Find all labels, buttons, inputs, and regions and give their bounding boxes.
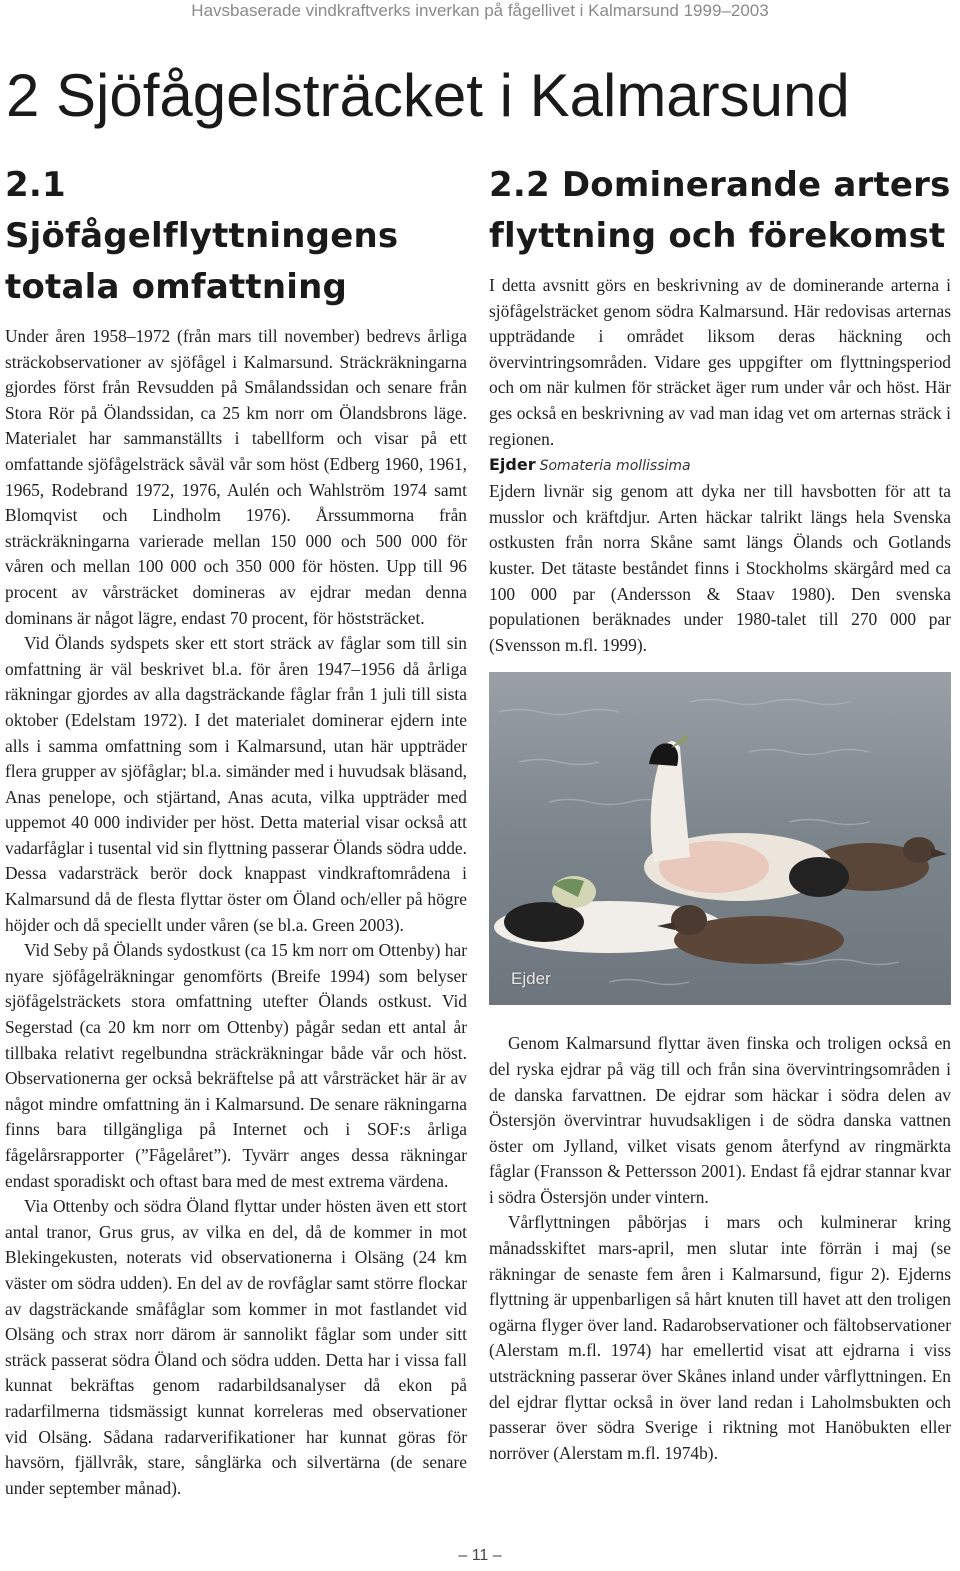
body-paragraph: Vid Seby på Ölands sydostkust (ca 15 km norr om Ottenby) har nyare sjöfågelräkningar genomförts (Breife 1994) som belyser sjöfågelsträckets stora omfattning utefter Ölands ostkust. Vid Segerstad (ca 20 km norr om Ottenby) pågår sedan ett antal år tillbaka relativt regelbundna sträckräkningar både vår och höst. Observationerna ger också bekräftelse på att vårsträcket här är av något mindre omfattning än i Kalmarsund. De senare räkningarna finns bara tillgängliga på Internet och i SOF:s årliga fågelårsrapporter (”Fågelåret”). Tyvärr anges dessa räkningar endast sporadiskt och oftast bara med de mest extrema värdena. (5, 940, 467, 1191)
section-heading-2-2: 2.2 Dominerande arters flyttning och förekomst (489, 165, 951, 256)
eider-photo (489, 672, 951, 1005)
species-latin-name: Somateria mollissima (539, 458, 691, 475)
section-intro: I detta avsnitt görs en beskrivning av de dominerande arterna i sjöfågelsträcket genom södra Kalmarsund. Här redovisas arternas uppträdande i området liksom deras häckning och övervintringsområden. Vidare ges uppgifter om flyttningsperiod och om när kulmen för sträcket äger rum under vår och höst. Här ges också en beskrivning av vad man idag vet om arternas sträck i regionen. (489, 275, 951, 449)
species-heading (489, 452, 951, 479)
photo-caption: Ejder (511, 969, 551, 989)
body-paragraph: Genom Kalmarsund flyttar även finska och troligen också en del ryska ejdrar på väg till och från sina övervintringsområden i de danska farvattnen. De ejdrar som häckar i södra delen av Östersjön övervintrar huvudsakligen i de södra danska vattnen öster om Jylland, vilket visats genom återfynd av ringmärkta fåglar (Fransson & Pettersson 2001). Endast få ejdrar stannar kvar i södra Östersjön under vintern. (489, 1033, 951, 1207)
eider-illustration (489, 672, 951, 1005)
species-paragraph: Ejdern livnär sig genom att dyka ner till havsbotten för att ta musslor och kräftdjur. Arten häckar talrikt längs hela Svenska ostkusten från norra Skåne samt längs Ölands och Gotlands kuster. Det tätaste beståndet finns i Stockholms skärgård med ca 100 000 par (Andersson & Staav 1980). Den svenska populationen beräknades under 1980-talet till 270 000 par (Svensson m.fl. 1999). (489, 481, 951, 655)
right-column (489, 160, 951, 1466)
left-column (5, 160, 467, 1501)
body-paragraph: Vid Ölands sydspets sker ett stort sträck av fåglar som till sin omfattning är väl beskrivet bl.a. för åren 1947–1956 då årliga räkningar gjordes av alla dagsträckande fåglar från 1 juli till sista oktober (Edelstam 1972). I det materialet dominerar ejdern inte alls i samma omfattning som i Kalmarsund, utan här uppträder flera grupper av sjöfåglar; bl.a. simänder med i huvudsak bläsand, Anas penelope, och stjärtand, Anas acuta, vilka uppträder med uppemot 40 000 individer per höst. Detta material visar också att vadarfåglar i tusental vid sin flyttning passerar Ölands södra udde. Dessa vadarsträck berör dock knappast vindkraftområdena i Kalmarsund då de flesta flyttar öster om Öland och/eller på högre höjder och då speciellt under våren (se bl.a. Green 2003). (5, 633, 467, 935)
section-heading-2-1: 2.1 Sjöfågelflyttningens totala omfattning (5, 165, 399, 307)
chapter-title: 2 Sjöfågelsträcket i Kalmarsund (6, 62, 850, 129)
body-paragraph: Vårflyttningen påbörjas i mars och kulminerar kring månadsskiftet mars-april, men slutar inte förrän i maj (se räkningar de senaste fem åren i Kalmarsund, figur 2). Ejderns flyttning är uppenbarligen så hårt knuten till havet att den troligen ogärna flyger över land. Radarobservationer och fältobservationer (Alerstam m.fl. 1974) har emellertid visat att ejdrarna i viss utsträckning passerar över Skånes inland under vårflyttningen. En del ejdrar flyttar också in över land redan i Laholmsbukten och passerar över södra Sverige i riktning mot Hanöbukten eller norröver (Alerstam m.fl. 1974b). (489, 1212, 951, 1463)
body-paragraph: Via Ottenby och södra Öland flyttar under hösten även ett stort antal tranor, Grus grus, av vilka en del, då de kommer in mot Blekingekusten, noterats vid observationerna i Olsäng (24 km väster om södra udden). En del av de rovfåglar samt större flockar av dagsträckande småfåglar som kommer in mot fastlandet vid Olsäng och strax norr därom är sannolikt fåglar som under sitt sträck passerat södra Öland och södra udden. Detta har i vissa fall kunnat bekräftas genom radarbildsanalyser då ekon på radarfilmerna tidsmässigt kunnat korreleras med observationer vid Olsäng. Sådana radarverifikationer har kunnat göras för havsörn, fjällvråk, stare, sånglärka och silvertärna (de senare under september månad). (5, 1196, 467, 1498)
body-paragraph: Under åren 1958–1972 (från mars till november) bedrevs årliga sträckobservationer av sjöfågel i Kalmarsund. Sträckräkningarna gjordes först från Revsudden på Smålandssidan och senare från Stora Rör på Ölandssidan, ca 25 km norr om Ölandsbrons läge. Materialet har sammanställts i tabellform och visar på ett omfattande sjöfågelsträck såväl vår som höst (Edberg 1960, 1961, 1965, Rodebrand 1972, 1976, Aulén och Wahlström 1974 samt Blomqvist och Lindholm 1976). Årssummorna från sträckräkningarna varierade mellan 150 000 och 500 000 för våren och mellan 100 000 och 350 000 för hösten. Upp till 96 procent av vårsträcket domineras av ejdrar medan denna dominans är något lägre, endast 70 procent, för höststräcket. (5, 326, 467, 628)
running-header: Havsbaserade vindkraftverks inverkan på fågellivet i Kalmarsund 1999–2003 (191, 1, 769, 20)
page-number: – 11 – (458, 1547, 502, 1564)
species-name: Ejder (489, 455, 536, 475)
